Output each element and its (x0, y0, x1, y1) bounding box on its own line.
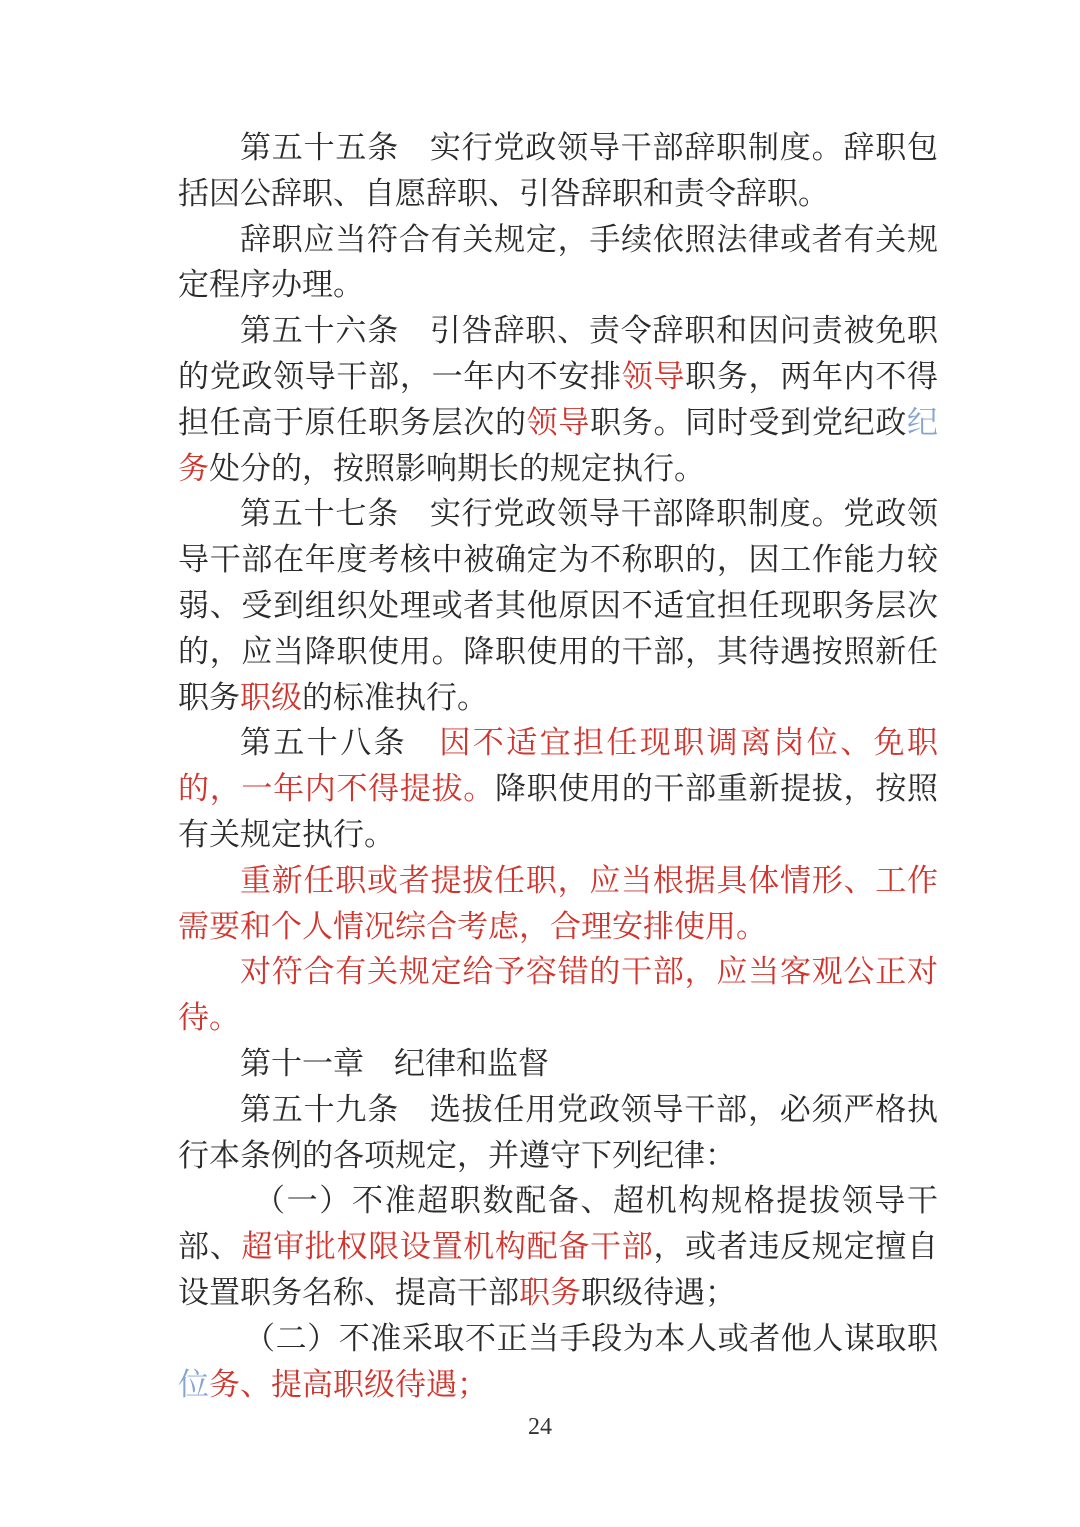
article-56-text-1: 引咎辞职、责令辞职和因问责被免职的党政领导干部，一年内不安排 (178, 313, 939, 395)
article-57-insert: 职级 (240, 679, 302, 716)
article-58-number: 第五十八条 (240, 725, 407, 762)
article-58-paragraph-3 (178, 950, 938, 1042)
article-56-insert-2: 领导 (526, 404, 591, 441)
article-57 (178, 492, 938, 721)
page-number: 24 (528, 1414, 552, 1440)
article-55-paragraph-2-text: 辞职应当符合有关规定，手续依照法律或者有关规定程序办理。 (178, 221, 938, 304)
article-59 (178, 1088, 938, 1180)
article-55-number: 第五十五条 (240, 130, 400, 166)
item-1-insert-1: 超审批权限设置机构配备干部 (241, 1229, 654, 1266)
article-58-text: 降职使用的干部重新提拔，按照有关规定执行。 (178, 771, 939, 853)
article-58-paragraph-2-text: 重新任职或者提拔任职，应当根据具体情形、工作需要和个人情况综合考虑，合理安排使用。 (178, 862, 938, 945)
article-57-text-2: 的标准执行。 (302, 679, 488, 716)
item-1-text-2: ，或者违反规定擅自设置职务名称、提高干部 (178, 1229, 939, 1311)
article-58 (178, 721, 938, 858)
article-56-text-3: 职务。同时受到党纪政 (590, 404, 908, 441)
chapter-11-title: 纪律和监督 (394, 1045, 549, 1082)
article-58-paragraph-2 (178, 859, 938, 951)
article-58-paragraph-3-text: 对符合有关规定给予容错的干部，应当客观公正对待。 (178, 954, 938, 1037)
article-59-item-1 (178, 1179, 938, 1316)
article-56 (178, 309, 938, 492)
article-57-text-1: 实行党政领导干部降职制度。党政领导干部在年度考核中被确定为不称职的，因工作能力较弱、受到组织处理或者其他原因不适宜担任现职务层次的，应当降职使用。降职使用的干部，其待遇按照新任职务 (178, 496, 939, 716)
chapter-11-number: 第十一章 (240, 1045, 364, 1082)
article-59-number: 第五十九条 (240, 1091, 400, 1128)
article-59-item-2 (178, 1317, 938, 1409)
item-2-deleted-char: 位 (178, 1366, 209, 1403)
item-2-insert: 务、提高职级待遇； (209, 1366, 488, 1403)
article-56-insert-3: 务 (178, 450, 209, 487)
document-body (178, 126, 938, 1408)
article-56-deleted-char: 纪 (907, 404, 939, 441)
article-55 (178, 126, 938, 218)
article-56-insert-1: 领导 (621, 358, 686, 395)
article-58-insert: 因不适宜担任现职调离岗位、免职的，一年内不得提拔。 (178, 725, 938, 808)
item-1-text-3: 职级待遇； (581, 1274, 736, 1311)
item-2-text-1: （二）不准采取不正当手段为本人或者他人谋取职 (244, 1320, 938, 1357)
item-1-text-1: （一）不准超职数配备、超机构规格提拔领导干部、 (178, 1183, 938, 1266)
article-55-paragraph-2 (178, 218, 938, 310)
article-55-text: 实行党政领导干部辞职制度。辞职包括因公辞职、自愿辞职、引咎辞职和责令辞职。 (178, 130, 939, 212)
article-57-number: 第五十七条 (240, 496, 400, 533)
article-56-text-4: 处分的，按照影响期长的规定执行。 (209, 450, 705, 487)
article-59-text: 选拔任用党政领导干部，必须严格执行本条例的各项规定，并遵守下列纪律： (178, 1091, 939, 1174)
chapter-11-heading (178, 1042, 938, 1088)
article-56-text-2: 职务，两年内不得担任高于原任职务层次的 (178, 358, 939, 441)
item-1-insert-2: 职务 (519, 1274, 581, 1311)
article-56-number: 第五十六条 (240, 313, 400, 350)
